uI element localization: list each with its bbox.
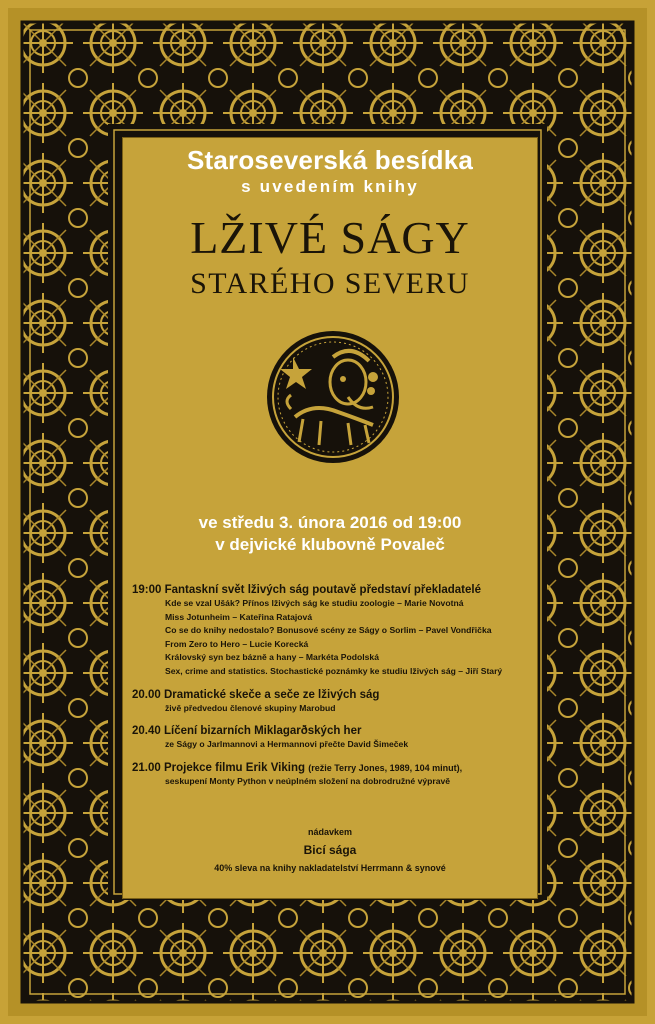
program-heading-text: 21.00 Projekce filmu Erik Viking [132,761,306,774]
program-item: seskupení Monty Python v neúplném složení na dobrodružné výpravě [165,775,451,786]
program-item: Co se do knihy nedostalo? Bonusové scény ze Ságy o Sorlim – Pavel Vondřička [165,625,492,636]
event-date: ve středu 3. února 2016 od 19:00 [198,513,462,532]
footer-discount: 40% sleva na knihy nakladatelství Herrmann & synové [214,863,446,873]
program-block [132,688,532,716]
program-heading-note: (režie Terry Jones, 1989, 104 minut), [308,762,463,773]
content-panel [122,137,538,899]
program-item: Kde se vzal Ušák? Přínos lživých ság ke studiu zoologie – Marie Novotná [165,598,464,608]
book-subtitle: STARÉHO SEVERU [190,267,470,300]
program-item: Královský syn bez bázně a hany – Markéta Podolská [165,652,379,663]
program-heading [132,761,532,775]
program-item: živě předvedou členové skupiny Marobud [165,702,336,713]
program-block [132,583,532,679]
program-item: Sex, crime and statistics. Stochastické poznámky ke studiu lživých ság – Jiří Starý [165,665,503,676]
program-block [132,761,532,789]
footer-title: Bicí sága [303,843,357,857]
program-heading: 19:00 Fantaskní svět lživých ság poutavě představí překladatelé [132,584,481,596]
event-place: v dejvické klubovně Povaleč [215,535,445,554]
book-title: LŽIVÉ SÁGY [190,212,470,263]
program-item: From Zero to Hero – Lucie Korecká [165,638,309,649]
program-heading: 20.40 Líčení bizarních Miklagarðských her [132,725,362,738]
program-item: ze Ságy o Jarlmannovi a Hermannovi přečte David Šimeček [165,739,409,750]
program-heading: 20.00 Dramatické skeče a seče ze lživých ság [132,688,380,701]
program-block [132,724,532,752]
footer-prefix: nádavkem [307,827,353,837]
program-list [132,583,532,797]
program-item: Miss Jotunheim – Kateřina Ratajová [165,611,313,622]
event-title: Staroseverská besídka [186,145,474,175]
event-subtitle: s uvedením knihy [241,177,419,196]
viking-coin-icon [263,327,403,467]
